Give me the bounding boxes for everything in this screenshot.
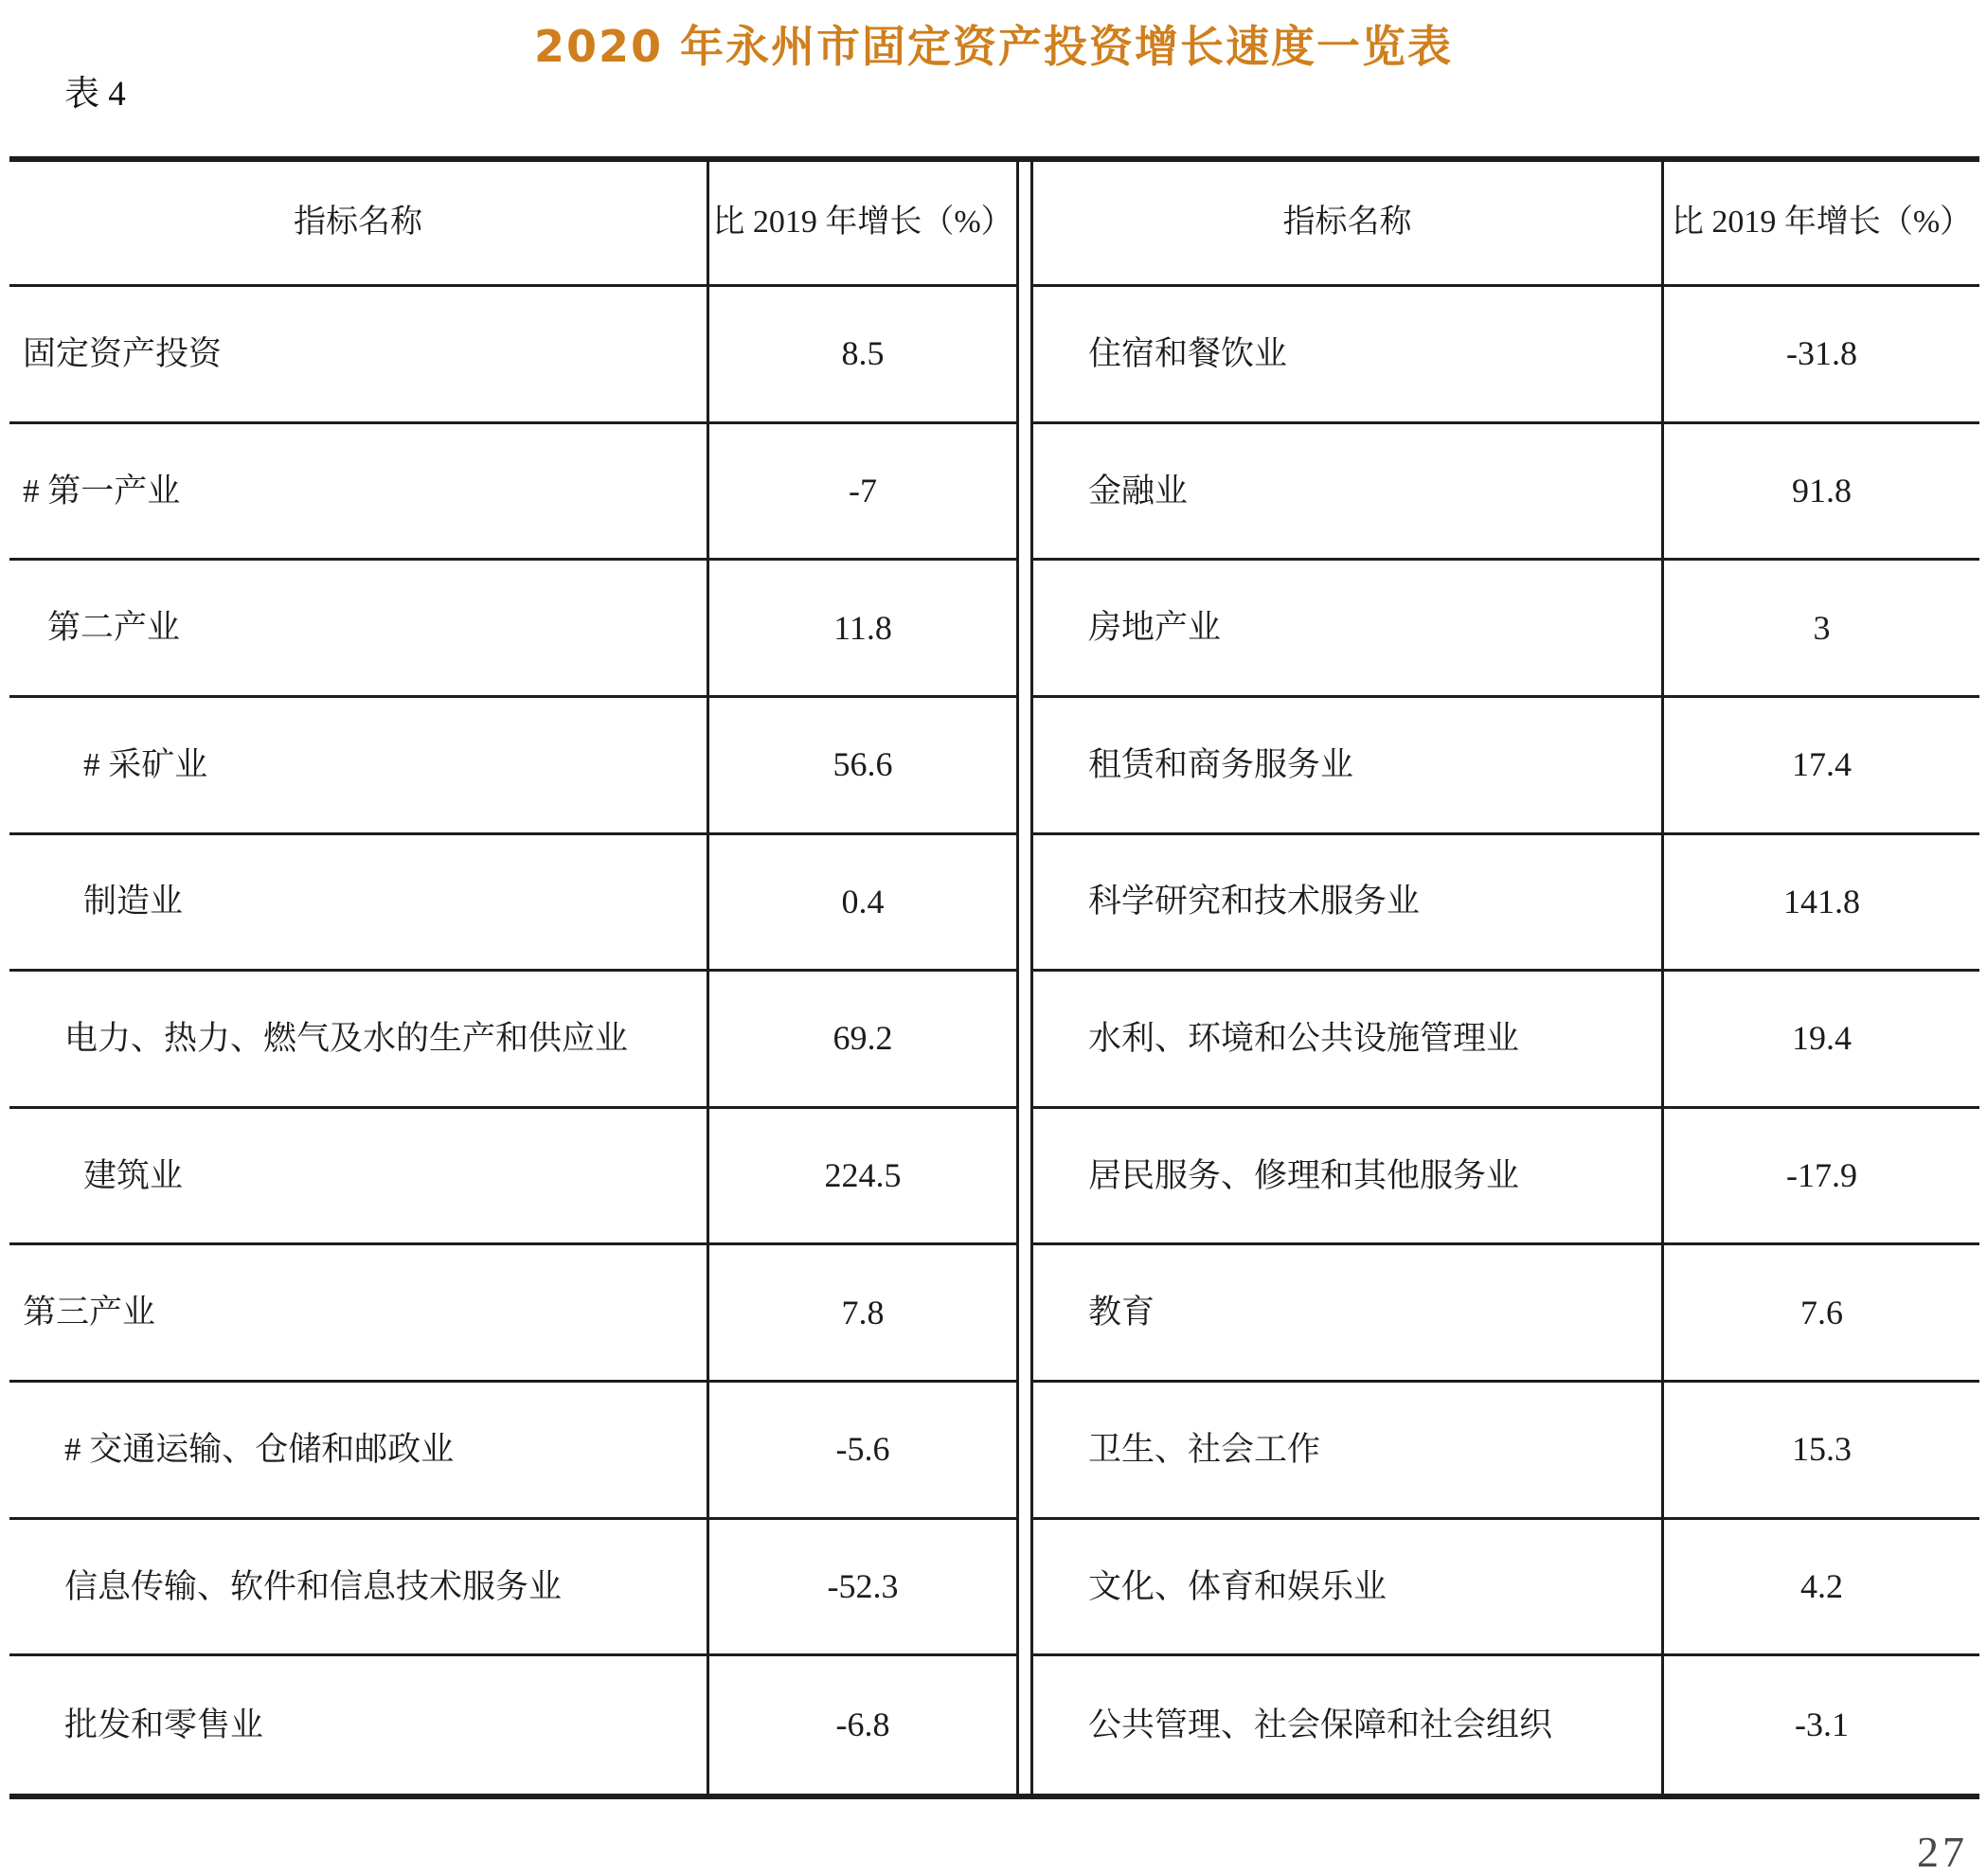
growth-value-cell: 19.4 — [1664, 972, 1979, 1109]
indicator-name-cell: 教育 — [1033, 1245, 1664, 1383]
growth-value-cell: 0.4 — [709, 835, 1019, 973]
growth-value-cell: 56.6 — [709, 698, 1019, 835]
growth-value-cell: -6.8 — [709, 1656, 1019, 1794]
table-center-divider — [1019, 698, 1033, 835]
table-center-divider — [1019, 561, 1033, 698]
indicator-name-cell: 金融业 — [1033, 424, 1664, 562]
growth-value-cell: -5.6 — [709, 1383, 1019, 1520]
table-center-divider — [1019, 1520, 1033, 1657]
indicator-name-cell: 固定资产投资 — [9, 287, 709, 424]
indicator-name-cell: 制造业 — [9, 835, 709, 973]
table-center-divider — [1019, 162, 1033, 287]
growth-value-cell: 17.4 — [1664, 698, 1979, 835]
indicator-name-cell: 卫生、社会工作 — [1033, 1383, 1664, 1520]
indicator-name-cell: 租赁和商务服务业 — [1033, 698, 1664, 835]
indicator-name-cell: 电力、热力、燃气及水的生产和供应业 — [9, 972, 709, 1109]
growth-value-cell: 7.8 — [709, 1245, 1019, 1383]
indicator-name-cell: # 采矿业 — [9, 698, 709, 835]
table-center-divider — [1019, 1656, 1033, 1794]
growth-value-cell: 141.8 — [1664, 835, 1979, 973]
growth-value-cell: 91.8 — [1664, 424, 1979, 562]
table-center-divider — [1019, 1245, 1033, 1383]
indicator-name-cell: 居民服务、修理和其他服务业 — [1033, 1109, 1664, 1246]
growth-header-right: 比 2019 年增长（%） — [1664, 162, 1979, 287]
investment-growth-table — [9, 156, 1979, 1799]
growth-value-cell: 8.5 — [709, 287, 1019, 424]
indicator-name-cell: 批发和零售业 — [9, 1656, 709, 1794]
indicator-name-cell: 建筑业 — [9, 1109, 709, 1246]
growth-value-cell: 4.2 — [1664, 1520, 1979, 1657]
indicator-name-cell: 信息传输、软件和信息技术服务业 — [9, 1520, 709, 1657]
table-center-divider — [1019, 287, 1033, 424]
indicator-name-cell: # 第一产业 — [9, 424, 709, 562]
indicator-name-header-right: 指标名称 — [1033, 162, 1664, 287]
indicator-name-cell: 第二产业 — [9, 561, 709, 698]
growth-value-cell: 3 — [1664, 561, 1979, 698]
indicator-name-cell: 房地产业 — [1033, 561, 1664, 698]
growth-value-cell: -31.8 — [1664, 287, 1979, 424]
table-center-divider — [1019, 424, 1033, 562]
indicator-name-cell: 公共管理、社会保障和社会组织 — [1033, 1656, 1664, 1794]
growth-value-cell: -52.3 — [709, 1520, 1019, 1657]
growth-value-cell: -7 — [709, 424, 1019, 562]
page-number-clipped: 27 — [1917, 1828, 1968, 1876]
table-center-divider — [1019, 835, 1033, 973]
table-label: 表 4 — [64, 75, 126, 114]
growth-value-cell: 69.2 — [709, 972, 1019, 1109]
indicator-name-header-left: 指标名称 — [9, 162, 709, 287]
page-title: 2020 年永州市固定资产投资增长速度一览表 — [533, 21, 1454, 72]
growth-value-cell: -17.9 — [1664, 1109, 1979, 1246]
table-center-divider — [1019, 1383, 1033, 1520]
growth-value-cell: 7.6 — [1664, 1245, 1979, 1383]
indicator-name-cell: # 交通运输、仓储和邮政业 — [9, 1383, 709, 1520]
table-center-divider — [1019, 972, 1033, 1109]
indicator-name-cell: 科学研究和技术服务业 — [1033, 835, 1664, 973]
growth-value-cell: 224.5 — [709, 1109, 1019, 1246]
indicator-name-cell: 第三产业 — [9, 1245, 709, 1383]
indicator-name-cell: 文化、体育和娱乐业 — [1033, 1520, 1664, 1657]
growth-header-left: 比 2019 年增长（%） — [709, 162, 1019, 287]
growth-value-cell: 15.3 — [1664, 1383, 1979, 1520]
table-center-divider — [1019, 1109, 1033, 1246]
growth-value-cell: -3.1 — [1795, 1706, 1849, 1744]
indicator-name-cell: 住宿和餐饮业 — [1033, 287, 1664, 424]
growth-value-cell: 11.8 — [709, 561, 1019, 698]
indicator-name-cell: 水利、环境和公共设施管理业 — [1033, 972, 1664, 1109]
